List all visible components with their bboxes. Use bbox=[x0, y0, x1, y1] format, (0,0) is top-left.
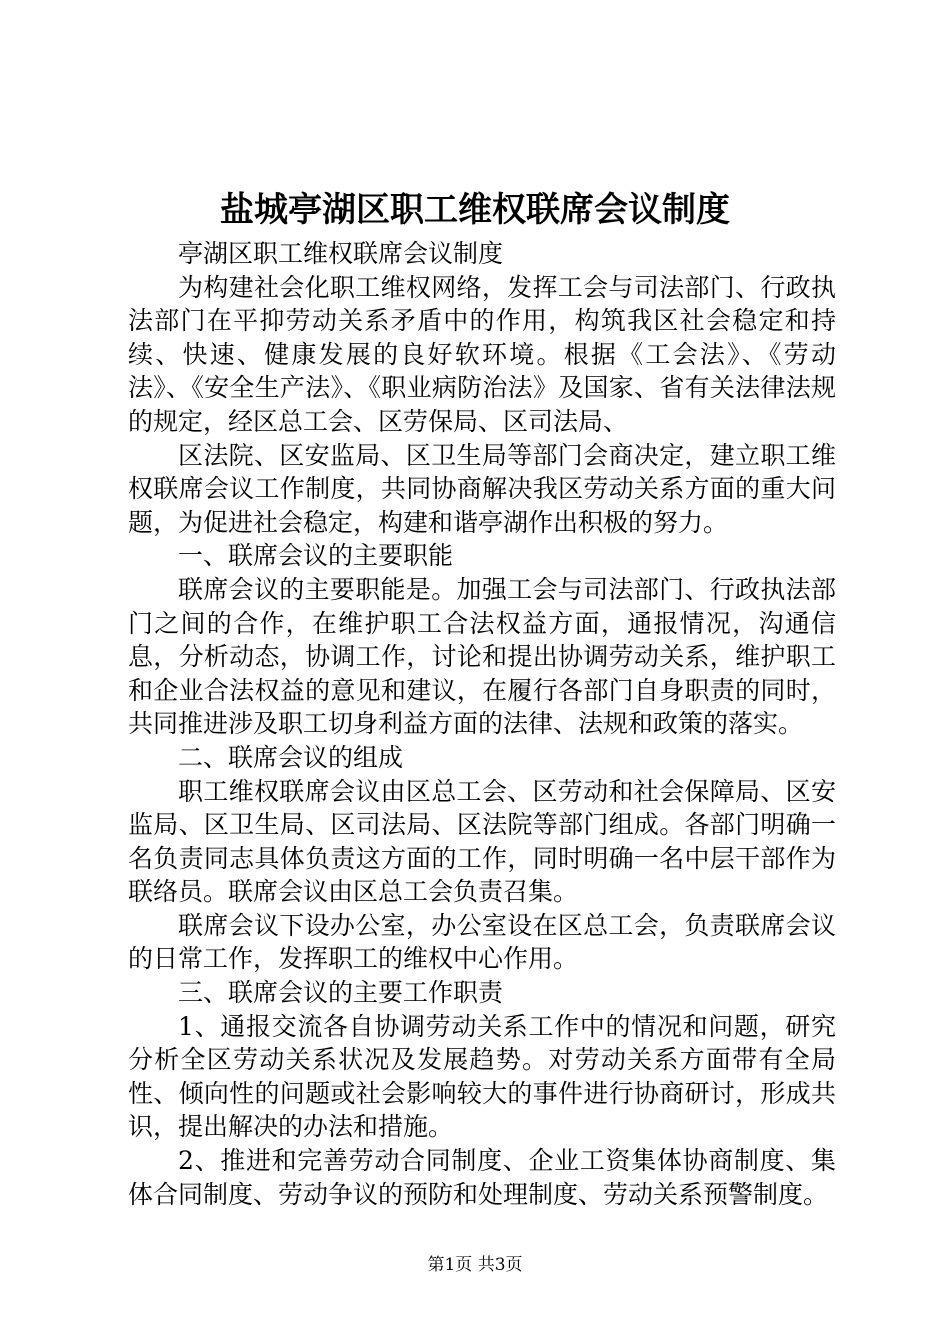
document-body bbox=[128, 237, 836, 1211]
paragraph-intro-continued: 区法院、区安监局、区卫生局等部门会商决定，建立职工维权联席会议工作制度，共同协商解决我区劳动关系方面的重大问题，为促进社会稳定，构建和谐亭湖作出积极的努力。 bbox=[128, 440, 836, 537]
section-heading-1: 一、联席会议的主要职能 bbox=[178, 541, 454, 571]
paragraph-subtitle: 亭湖区职工维权联席会议制度 bbox=[178, 239, 504, 268]
paragraph-intro: 为构建社会化职工维权网络，发挥工会与司法部门、行政执法部门在平抑劳动关系矛盾中的作用，构筑我区社会稳定和持续、快速、健康发展的良好软环境。根据《工会法》、《劳动法》、《安全生产法》、《职业病防治法》及国家、省有关法律法规的规定，经区总工会、区劳保局、区司法局、 bbox=[128, 272, 836, 436]
page-number-footer: 第1页 共3页 bbox=[427, 1255, 523, 1275]
paragraph-duty-2: 2、推进和完善劳动合同制度、企业工资集体协商制度、集体合同制度、劳动争议的预防和处理制度、劳动关系预警制度。 bbox=[128, 1146, 836, 1209]
paragraph-office: 联席会议下设办公室，办公室设在区总工会，负责联席会议的日常工作，发挥职工的维权中心作用。 bbox=[128, 910, 836, 974]
document-title: 盐城亭湖区职工维权联席会议制度 bbox=[220, 190, 730, 230]
paragraph-composition: 职工维权联席会议由区总工会、区劳动和社会保障局、区安监局、区卫生局、区司法局、区法院等部门组成。各部门明确一名负责同志具体负责这方面的工作，同时明确一名中层干部作为联络员。联席会议由区总工会负责召集。 bbox=[128, 776, 836, 907]
paragraph-functions: 联席会议的主要职能是。加强工会与司法部门、行政执法部门之间的合作，在维护职工合法权益方面，通报情况，沟通信息，分析动态，协调工作，讨论和提出协调劳动关系，维护职工和企业合法权益的意见和建议，在履行各部门自身职责的同时，共同推进涉及职工切身利益方面的法律、法规和政策的落实。 bbox=[128, 574, 836, 739]
section-heading-3: 三、联席会议的主要工作职责 bbox=[178, 978, 504, 1008]
paragraph-duty-1: 1、通报交流各自协调劳动关系工作中的情况和问题，研究分析全区劳动关系状况及发展趋势。对劳动关系方面带有全局性、倾向性的问题或社会影响较大的事件进行协商研讨，形成共识，提出解决的办法和措施。 bbox=[128, 1011, 836, 1142]
section-heading-2: 二、联席会议的组成 bbox=[178, 742, 404, 772]
